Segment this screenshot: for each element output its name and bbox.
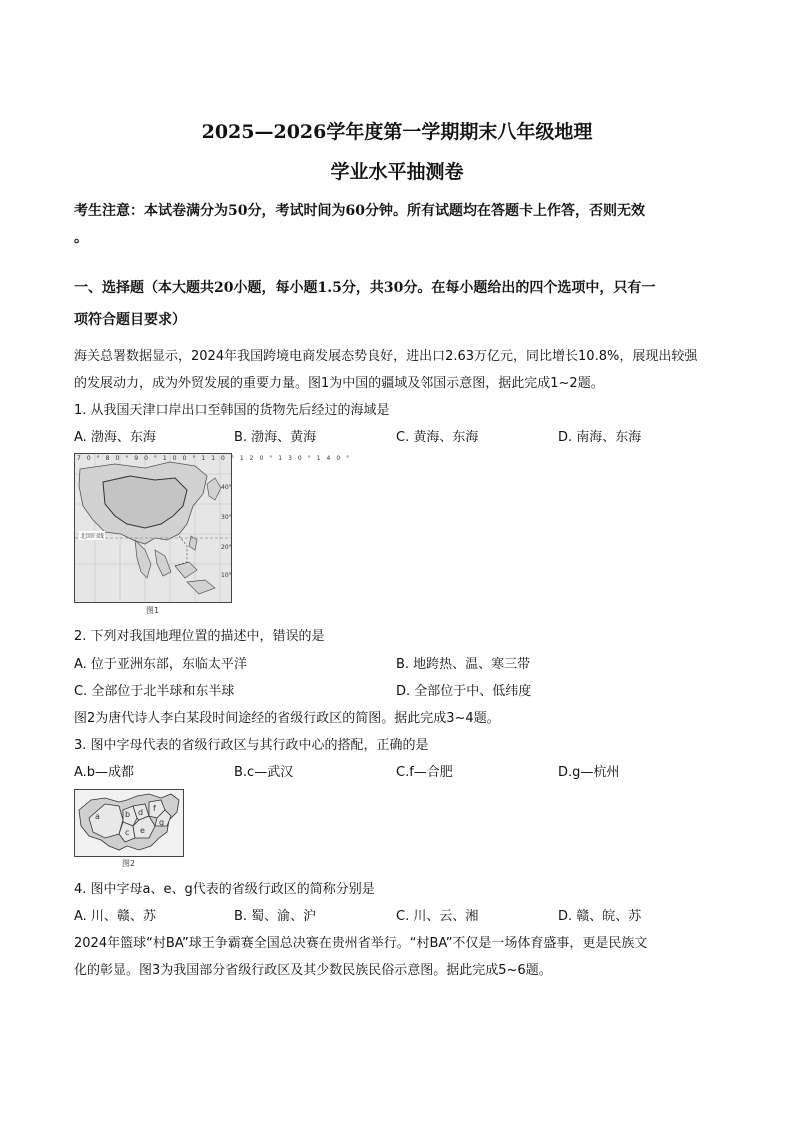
region-label-f: f bbox=[153, 804, 156, 813]
passage-3-line-2: 化的彰显。图3为我国部分省级行政区及其少数民族民俗示意图。据此完成5~6题。 bbox=[74, 963, 552, 978]
q4-option-c[interactable]: C. 川、云、湘 bbox=[396, 909, 479, 924]
q3-option-b[interactable]: B.c—武汉 bbox=[234, 765, 294, 780]
fig1-tick: 100° bbox=[162, 455, 202, 462]
question-1-stem: 1. 从我国天津口岸出口至韩国的货物先后经过的海域是 bbox=[74, 403, 390, 418]
region-label-d: d bbox=[138, 808, 144, 817]
region-label-e: e bbox=[140, 826, 145, 835]
q3-option-a[interactable]: A.b—成都 bbox=[74, 765, 135, 780]
region-label-a: a bbox=[95, 812, 100, 821]
passage-2: 图2为唐代诗人李白某段时间途经的省级行政区的简图。据此完成3~4题。 bbox=[74, 711, 500, 726]
q2-option-b[interactable]: B. 地跨热、温、寒三带 bbox=[396, 657, 531, 672]
q3-option-c[interactable]: C.f—合肥 bbox=[396, 765, 453, 780]
region-label-b: b bbox=[125, 810, 131, 819]
fig1-top-ticks bbox=[77, 455, 355, 462]
china-neighbors-map-graphic bbox=[75, 454, 231, 602]
q4-option-a[interactable]: A. 川、赣、苏 bbox=[74, 909, 156, 924]
fig1-lat-tick: 10° bbox=[221, 572, 232, 579]
provinces-sketch-graphic bbox=[75, 790, 183, 856]
q1-option-c[interactable]: C. 黄海、东海 bbox=[396, 430, 479, 445]
region-label-g: g bbox=[159, 818, 165, 827]
question-4-stem: 4. 图中字母a、e、g代表的省级行政区的简称分别是 bbox=[74, 882, 375, 897]
fig1-lat-tick: 40° bbox=[221, 484, 232, 491]
figure-2-map bbox=[74, 789, 184, 857]
exam-notice: 考生注意：本试卷满分为50分，考试时间为60分钟。所有试题均在答题卡上作答，否则无效 bbox=[74, 203, 645, 219]
q1-option-b[interactable]: B. 渤海、黄海 bbox=[234, 430, 317, 445]
fig1-tick: 90° bbox=[134, 455, 163, 462]
figure-1-caption: 图1 bbox=[146, 606, 160, 615]
q4-option-b[interactable]: B. 蜀、渝、沪 bbox=[234, 909, 317, 924]
section-heading-cont: 项符合题目要求） bbox=[74, 312, 186, 328]
tropic-label: 北回归线 bbox=[80, 533, 105, 540]
region-label-c: c bbox=[125, 828, 130, 837]
q2-option-a[interactable]: A. 位于亚洲东部，东临太平洋 bbox=[74, 657, 247, 672]
q2-option-c[interactable]: C. 全部位于北半球和东半球 bbox=[74, 684, 235, 699]
figure-1-map bbox=[74, 453, 356, 603]
fig1-tick: 130° bbox=[278, 455, 317, 462]
title-line-1: 2025—2026学年度第一学期期末八年级地理 bbox=[201, 121, 593, 143]
fig1-tick: 140° bbox=[316, 455, 356, 462]
fig1-tick: 80° bbox=[105, 455, 135, 462]
figure-2-caption: 图2 bbox=[122, 859, 136, 868]
fig1-tick: 120° bbox=[239, 455, 279, 462]
exam-notice-cont: 。 bbox=[74, 230, 88, 246]
q1-option-a[interactable]: A. 渤海、东海 bbox=[74, 430, 156, 445]
q1-option-d[interactable]: D. 南海、东海 bbox=[558, 430, 642, 445]
question-3-stem: 3. 图中字母代表的省级行政区与其行政中心的搭配，正确的是 bbox=[74, 738, 429, 753]
fig1-tick: 110° bbox=[201, 455, 240, 462]
fig1-lat-tick: 30° bbox=[221, 514, 232, 521]
section-heading: 一、选择题（本大题共20小题，每小题1.5分，共30分。在每小题给出的四个选项中，只有一 bbox=[74, 280, 656, 296]
question-2-stem: 2. 下列对我国地理位置的描述中，错误的是 bbox=[74, 629, 325, 644]
passage-1-line-2: 的发展动力，成为外贸发展的重要力量。图1为中国的疆域及邻国示意图，据此完成1~2题。 bbox=[74, 376, 604, 391]
q2-option-d[interactable]: D. 全部位于中、低纬度 bbox=[396, 684, 532, 699]
fig1-tick: 70° bbox=[77, 455, 106, 462]
q4-option-d[interactable]: D. 赣、皖、苏 bbox=[558, 909, 642, 924]
passage-3-line-1: 2024年篮球“村BA”球王争霸赛全国总决赛在贵州省举行。“村BA”不仅是一场体育盛事，更是民族文 bbox=[74, 936, 648, 951]
q3-option-d[interactable]: D.g—杭州 bbox=[558, 765, 620, 780]
title-line-2: 学业水平抽测卷 bbox=[330, 161, 464, 183]
passage-1-line-1: 海关总署数据显示，2024年我国跨境电商发展态势良好，进出口2.63万亿元，同比增长10.8%，展现出较强 bbox=[74, 349, 698, 364]
fig1-lat-tick: 20° bbox=[221, 544, 232, 551]
